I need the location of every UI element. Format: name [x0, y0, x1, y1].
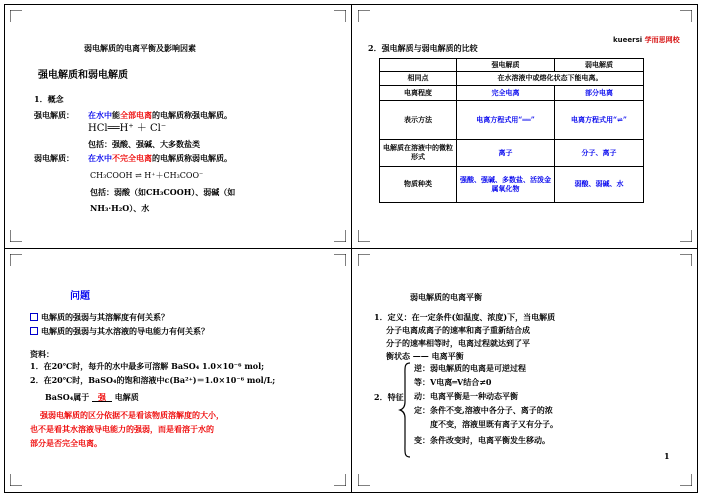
slide-1-subtitle: 强电解质和弱电解质 — [38, 70, 128, 81]
crop-mark — [680, 474, 692, 486]
center-divider — [351, 4, 352, 493]
crop-mark — [10, 254, 22, 266]
feature-constant-cont: 度不变，溶液里既有离子又有分子。 — [430, 419, 558, 429]
feature-reversible: 逆：弱电解质的电离是可逆过程 — [414, 363, 526, 373]
strong-electrolyte-label: 强电解质： — [34, 110, 74, 120]
weak-includes-line-2: NH₃·H₂O）、水 — [90, 203, 150, 213]
comparison-table — [379, 58, 644, 203]
left-border — [4, 4, 5, 493]
question-1: 电解质的强弱与其溶解度有何关系？ — [30, 313, 169, 321]
slide-3-title: 问题 — [70, 291, 90, 302]
table-row — [380, 140, 644, 167]
definition-line-2: 分子电离成离子的速率和离子重新结合成 — [386, 325, 530, 335]
baso4-statement: BaSO₄属于 强 电解质 — [45, 392, 139, 402]
row-label: 物质种类 — [380, 167, 457, 203]
answer-blank: 强 — [92, 393, 112, 402]
table-header-cell: 弱电解质 — [555, 59, 644, 72]
table-row — [380, 72, 644, 86]
row-label: 相同点 — [380, 72, 457, 86]
definition-line-4: 衡状态 —— 电离平衡 — [386, 351, 464, 361]
crop-mark — [334, 230, 346, 242]
curly-brace-icon — [398, 362, 412, 458]
table-header-cell — [380, 59, 457, 72]
strong-electrolyte-definition: 在水中能全部电离的电解质称强电解质。 — [88, 110, 232, 120]
material-heading: 资料： — [30, 349, 54, 359]
conclusion-line-1: 强弱电解质的区分依据不是看该物质溶解度的大小， — [40, 410, 224, 420]
strong-cell: 电离方程式用“══” — [457, 101, 555, 140]
right-border — [697, 4, 698, 493]
strong-cell: 强酸、强碱、多数盐、活泼金属氧化物 — [457, 167, 555, 203]
material-2: 2．在20℃时，BaSO₄的饱和溶液中c(Ba²⁺)＝1.0×10⁻⁶ mol/L; — [30, 375, 276, 385]
crop-mark — [358, 474, 370, 486]
feature-constant: 定：条件不变,溶液中各分子、离子的浓 — [414, 405, 553, 415]
weak-cell: 分子、离子 — [555, 140, 644, 167]
table-row — [380, 86, 644, 101]
feature-equal-rate: 等：V电离═V结合≠0 — [414, 377, 492, 387]
table-header-row — [380, 59, 644, 72]
square-bullet-icon — [30, 313, 38, 321]
question-2: 电解质的强弱与其水溶液的导电能力有何关系？ — [30, 327, 209, 335]
crop-mark — [10, 230, 22, 242]
strong-includes: 包括：强酸、强碱、大多数盐类 — [88, 139, 200, 149]
crop-mark — [358, 254, 370, 266]
strong-cell: 完全电离 — [457, 86, 555, 101]
row-label: 电解质在溶液中的微粒形式 — [380, 140, 457, 167]
page-number: 1 — [664, 451, 670, 461]
features-label: 2．特征 — [374, 392, 404, 402]
row-label: 电离程度 — [380, 86, 457, 101]
crop-mark — [334, 474, 346, 486]
crop-mark — [334, 254, 346, 266]
weak-cell: 电离方程式用“⇌” — [555, 101, 644, 140]
definition-line-1: 1．定义：在一定条件(如温度、浓度)下，当电解质 — [374, 312, 556, 322]
crop-mark — [680, 230, 692, 242]
table-row — [380, 101, 644, 140]
weak-equation: CH₃COOH ⇌ H⁺＋CH₃COO⁻ — [90, 171, 204, 180]
conclusion-line-2: 也不是看其水溶液导电能力的强弱，而是看溶于水的 — [30, 424, 214, 434]
table-header-cell: 强电解质 — [457, 59, 555, 72]
merged-cell: 在水溶液中或熔化状态下能电离。 — [457, 72, 644, 86]
conclusion-line-3: 部分是否完全电离。 — [30, 438, 102, 448]
crop-mark — [680, 254, 692, 266]
crop-mark — [358, 10, 370, 22]
feature-change: 变：条件改变时，电离平衡发生移动。 — [414, 435, 550, 445]
weak-cell: 弱酸、弱碱、水 — [555, 167, 644, 203]
crop-mark — [358, 230, 370, 242]
feature-dynamic: 动：电离平衡是一种动态平衡 — [414, 391, 518, 401]
weak-includes-line-1: 包括：弱酸（如CH₃COOH）、弱碱（如 — [90, 187, 236, 197]
brand-logo-latin: kueersi — [613, 36, 643, 44]
strong-equation: HCl══H⁺ ＋ Cl⁻ — [88, 123, 167, 134]
weak-cell: 部分电离 — [555, 86, 644, 101]
brand-logo — [613, 35, 680, 45]
square-bullet-icon — [30, 327, 38, 335]
table-row — [380, 167, 644, 203]
crop-mark — [334, 10, 346, 22]
crop-mark — [10, 474, 22, 486]
brand-logo-cn: 学而思网校 — [644, 36, 680, 44]
weak-electrolyte-label: 弱电解质： — [34, 153, 74, 163]
material-1: 1．在20℃时，每升的水中最多可溶解 BaSO₄ 1.0×10⁻⁶ mol; — [30, 361, 265, 371]
weak-electrolyte-definition: 在水中不完全电离的电解质称弱电解质。 — [88, 153, 232, 163]
strong-cell: 离子 — [457, 140, 555, 167]
crop-mark — [680, 10, 692, 22]
row-label: 表示方法 — [380, 101, 457, 140]
slide-2-heading: 2．强电解质与弱电解质的比较 — [368, 43, 478, 53]
definition-line-3: 分子的速率相等时，电离过程就达到了平 — [386, 338, 530, 348]
slide-4-title: 弱电解质的电离平衡 — [410, 292, 482, 302]
concept-heading: 1．概念 — [34, 94, 64, 104]
crop-mark — [10, 10, 22, 22]
slide-1-title: 弱电解质的电离平衡及影响因素 — [84, 43, 196, 53]
